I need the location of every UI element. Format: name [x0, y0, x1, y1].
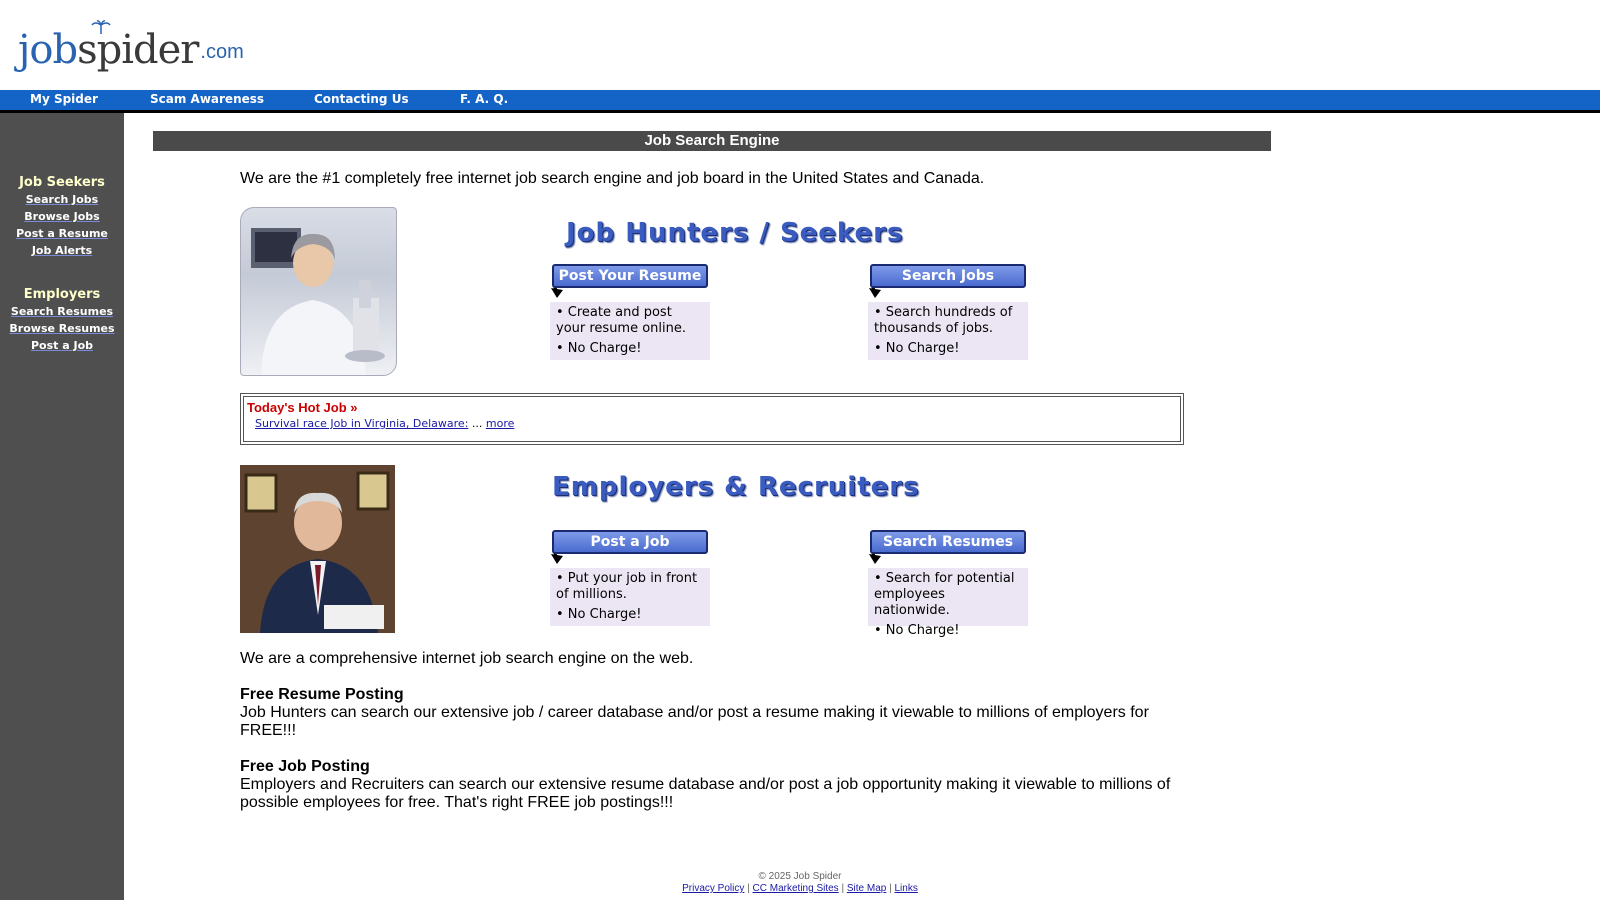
comprehensive-text: We are a comprehensive internet job search engine on the web. [240, 650, 694, 667]
palm-tree-icon [91, 20, 111, 34]
hot-job-box [240, 393, 1184, 445]
hot-job-line [255, 417, 514, 430]
info-bullet: • No Charge! [874, 341, 960, 356]
scientist-illustration [241, 208, 396, 375]
sidebar-link-post-job[interactable] [0, 339, 124, 352]
sidebar-link-label[interactable]: Browse Resumes [9, 322, 115, 335]
search-jobs-button[interactable]: Search Jobs [870, 264, 1026, 288]
nav-my-spider[interactable]: My Spider [30, 92, 98, 106]
sidebar-heading-employers: Employers [23, 287, 101, 302]
search-resumes-info-box [868, 568, 1028, 638]
post-a-job-button[interactable]: Post a Job [552, 530, 708, 554]
footer-link-site-map[interactable]: Site Map [846, 883, 887, 894]
sidebar-heading-job-seekers: Job Seekers [19, 175, 105, 190]
footer-separator: | [747, 883, 750, 894]
logo-com-text: .com [200, 41, 244, 63]
post-your-resume-button[interactable]: Post Your Resume [552, 264, 708, 288]
free-job-heading: Free Job Posting [240, 758, 370, 775]
sidebar-link-label[interactable]: Browse Jobs [24, 210, 100, 223]
sidebar-link-label[interactable]: Search Resumes [10, 305, 114, 318]
employer-photo [240, 465, 395, 633]
info-bullet: • Search for potential employees nationwide. [874, 571, 1015, 618]
hot-job-link[interactable]: Survival race Job in Virginia, Delaware: [255, 417, 469, 430]
search-jobs-info-box [868, 302, 1028, 360]
sidebar-link-label[interactable]: Search Jobs [25, 193, 99, 206]
logo-job-text: job [18, 27, 78, 73]
left-sidebar [0, 113, 124, 900]
info-bullet: • No Charge! [874, 623, 960, 638]
info-bullet: • Put your job in front of millions. [556, 571, 698, 602]
sidebar-link-post-resume[interactable] [0, 227, 124, 240]
hot-job-more-link[interactable]: more [485, 417, 515, 430]
nav-faq[interactable]: F. A. Q. [460, 92, 509, 106]
footer-separator: | [889, 883, 892, 894]
sidebar-link-label[interactable]: Post a Job [30, 339, 94, 352]
sidebar-link-search-resumes[interactable] [0, 305, 124, 318]
page-title-bar: Job Search Engine [153, 131, 1271, 151]
nav-contacting-us[interactable]: Contacting Us [314, 92, 409, 106]
businessman-illustration [240, 465, 395, 633]
free-job-text: Employers and Recruiters can search our extensive resume database and/or post a job opportunity making it viewable to millions of possible employees for free. That's right FREE job postings!!! [240, 776, 1171, 811]
info-bullet: • No Charge! [556, 341, 642, 356]
top-nav-bar [0, 90, 1600, 113]
free-job-section [240, 758, 1180, 812]
free-resume-heading: Free Resume Posting [240, 686, 404, 703]
footer-separator: | [841, 883, 845, 894]
sidebar-link-job-alerts[interactable] [0, 244, 124, 257]
hot-job-title: Today's Hot Job » [247, 400, 358, 415]
info-bullet: • No Charge! [556, 607, 642, 622]
footer-copyright: © 2025 Job Spider [758, 871, 842, 882]
sidebar-link-label[interactable]: Post a Resume [16, 227, 108, 240]
search-resumes-button[interactable]: Search Resumes [870, 530, 1026, 554]
sidebar-link-search-jobs[interactable] [0, 193, 124, 206]
footer-link-privacy[interactable]: Privacy Policy [682, 883, 745, 894]
logo-spider-text [77, 27, 199, 73]
sidebar-link-label[interactable]: Job Alerts [31, 244, 93, 257]
free-resume-section [240, 686, 1180, 740]
info-bullet: • Search hundreds of thousands of jobs. [874, 305, 1013, 336]
post-resume-info-box [550, 302, 710, 360]
intro-text: We are the #1 completely free internet job search engine and job board in the United States and Canada. [240, 170, 985, 187]
footer-link-cc-marketing[interactable]: CC Marketing Sites [752, 883, 839, 894]
sidebar-link-browse-resumes[interactable] [0, 322, 124, 335]
logo-spider-label: spider [77, 27, 199, 73]
nav-scam-awareness[interactable]: Scam Awareness [150, 92, 265, 106]
site-logo[interactable] [18, 20, 244, 73]
hot-job-inner [243, 396, 1181, 442]
footer-links [0, 883, 1600, 894]
footer-link-links[interactable]: Links [894, 883, 918, 894]
post-job-info-box [550, 568, 710, 626]
sidebar-link-browse-jobs[interactable] [0, 210, 124, 223]
heading-employers-recruiters: Employers & Recruiters [552, 472, 920, 502]
free-resume-text: Job Hunters can search our extensive job / career database and/or post a resume making it viewable to millions of employers for FREE!!! [240, 704, 1149, 739]
heading-job-hunters-seekers: Job Hunters / Seekers [566, 218, 904, 248]
hot-job-ellipsis: ... [471, 417, 483, 430]
job-seeker-photo [240, 207, 397, 376]
info-bullet: • Create and post your resume online. [556, 305, 687, 336]
